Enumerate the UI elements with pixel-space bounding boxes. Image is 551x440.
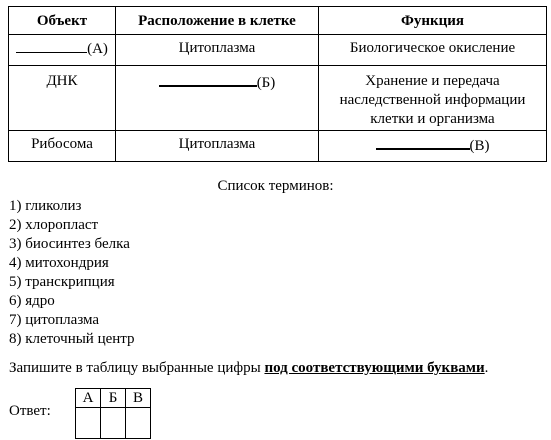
table-row bbox=[9, 66, 547, 131]
terms-heading: Список терминов: bbox=[217, 178, 334, 194]
list-item: 4) митохондрия bbox=[9, 255, 109, 271]
table-row bbox=[9, 35, 547, 66]
answer-letter-a: А bbox=[76, 389, 101, 408]
list-item: 2) хлоропласт bbox=[9, 217, 99, 233]
answer-letter-v: В bbox=[126, 389, 151, 408]
table-row bbox=[9, 131, 547, 162]
terms-list bbox=[9, 197, 135, 349]
cell-location: Цитоплазма bbox=[116, 35, 319, 66]
instruction-suffix: . bbox=[484, 360, 489, 376]
function-line: Хранение и передача bbox=[365, 73, 500, 89]
cell-location bbox=[116, 66, 319, 131]
cell-function: Биологическое окисление bbox=[319, 35, 547, 66]
list-item: 8) клеточный центр bbox=[9, 331, 135, 347]
blank-letter-v: (В) bbox=[469, 138, 490, 154]
list-item: 1) гликолиз bbox=[9, 198, 82, 214]
instruction-emphasis: под соответствующими буквами bbox=[264, 360, 485, 376]
header-function: Функция bbox=[319, 7, 547, 35]
function-line: клетки и организма bbox=[370, 111, 495, 127]
cell-function bbox=[319, 66, 547, 131]
answer-cell-a[interactable] bbox=[76, 408, 101, 439]
cell-object: Рибосома bbox=[9, 131, 116, 162]
blank-line bbox=[376, 135, 470, 150]
task-table bbox=[8, 6, 547, 162]
cell-object bbox=[9, 35, 116, 66]
list-item: 3) биосинтез белка bbox=[9, 236, 130, 252]
cell-object: ДНК bbox=[9, 66, 116, 131]
answer-table bbox=[75, 388, 151, 439]
list-item: 5) транскрипция bbox=[9, 274, 115, 290]
list-item: 6) ядро bbox=[9, 293, 55, 309]
header-object: Объект bbox=[9, 7, 116, 35]
function-line: наследственной информации bbox=[339, 92, 526, 108]
header-location: Расположение в клетке bbox=[116, 7, 319, 35]
answer-cell-v[interactable] bbox=[126, 408, 151, 439]
cell-location: Цитоплазма bbox=[116, 131, 319, 162]
answer-letter-b: Б bbox=[101, 389, 126, 408]
answer-label: Ответ: bbox=[9, 403, 51, 419]
answer-cell-b[interactable] bbox=[101, 408, 126, 439]
blank-line bbox=[16, 39, 87, 53]
cell-function bbox=[319, 131, 547, 162]
blank-letter-b: (Б) bbox=[256, 75, 276, 91]
blank-line bbox=[159, 72, 257, 87]
blank-letter-a: (А) bbox=[87, 41, 108, 57]
instruction-prefix: Запишите в таблицу выбранные цифры bbox=[9, 360, 265, 376]
list-item: 7) цитоплазма bbox=[9, 312, 100, 328]
instruction-text bbox=[9, 360, 488, 377]
